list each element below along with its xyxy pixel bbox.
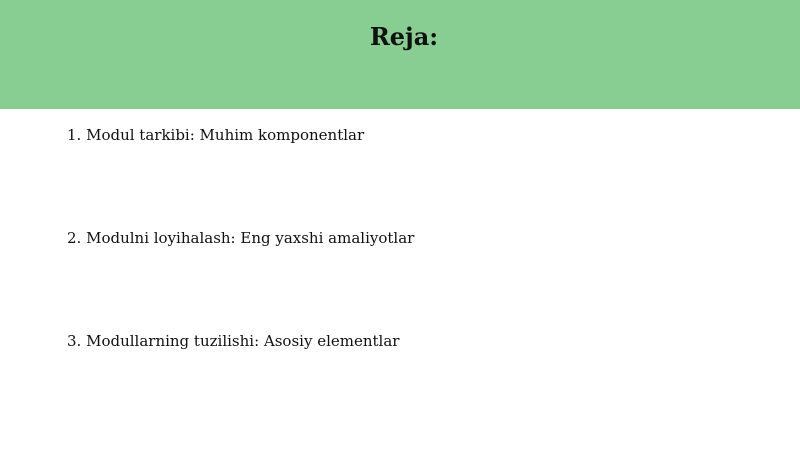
agenda-list <box>67 124 767 352</box>
slide-title: Reja: <box>369 22 439 51</box>
header-band <box>0 0 800 109</box>
agenda-item-3: 3. Modullarning tuzilishi: Asosiy elementlar <box>67 332 400 350</box>
agenda-item-1: 1. Modul tarkibi: Muhim komponentlar <box>67 126 365 144</box>
agenda-item-2: 2. Modulni loyihalash: Eng yaxshi amaliyotlar <box>67 229 415 247</box>
